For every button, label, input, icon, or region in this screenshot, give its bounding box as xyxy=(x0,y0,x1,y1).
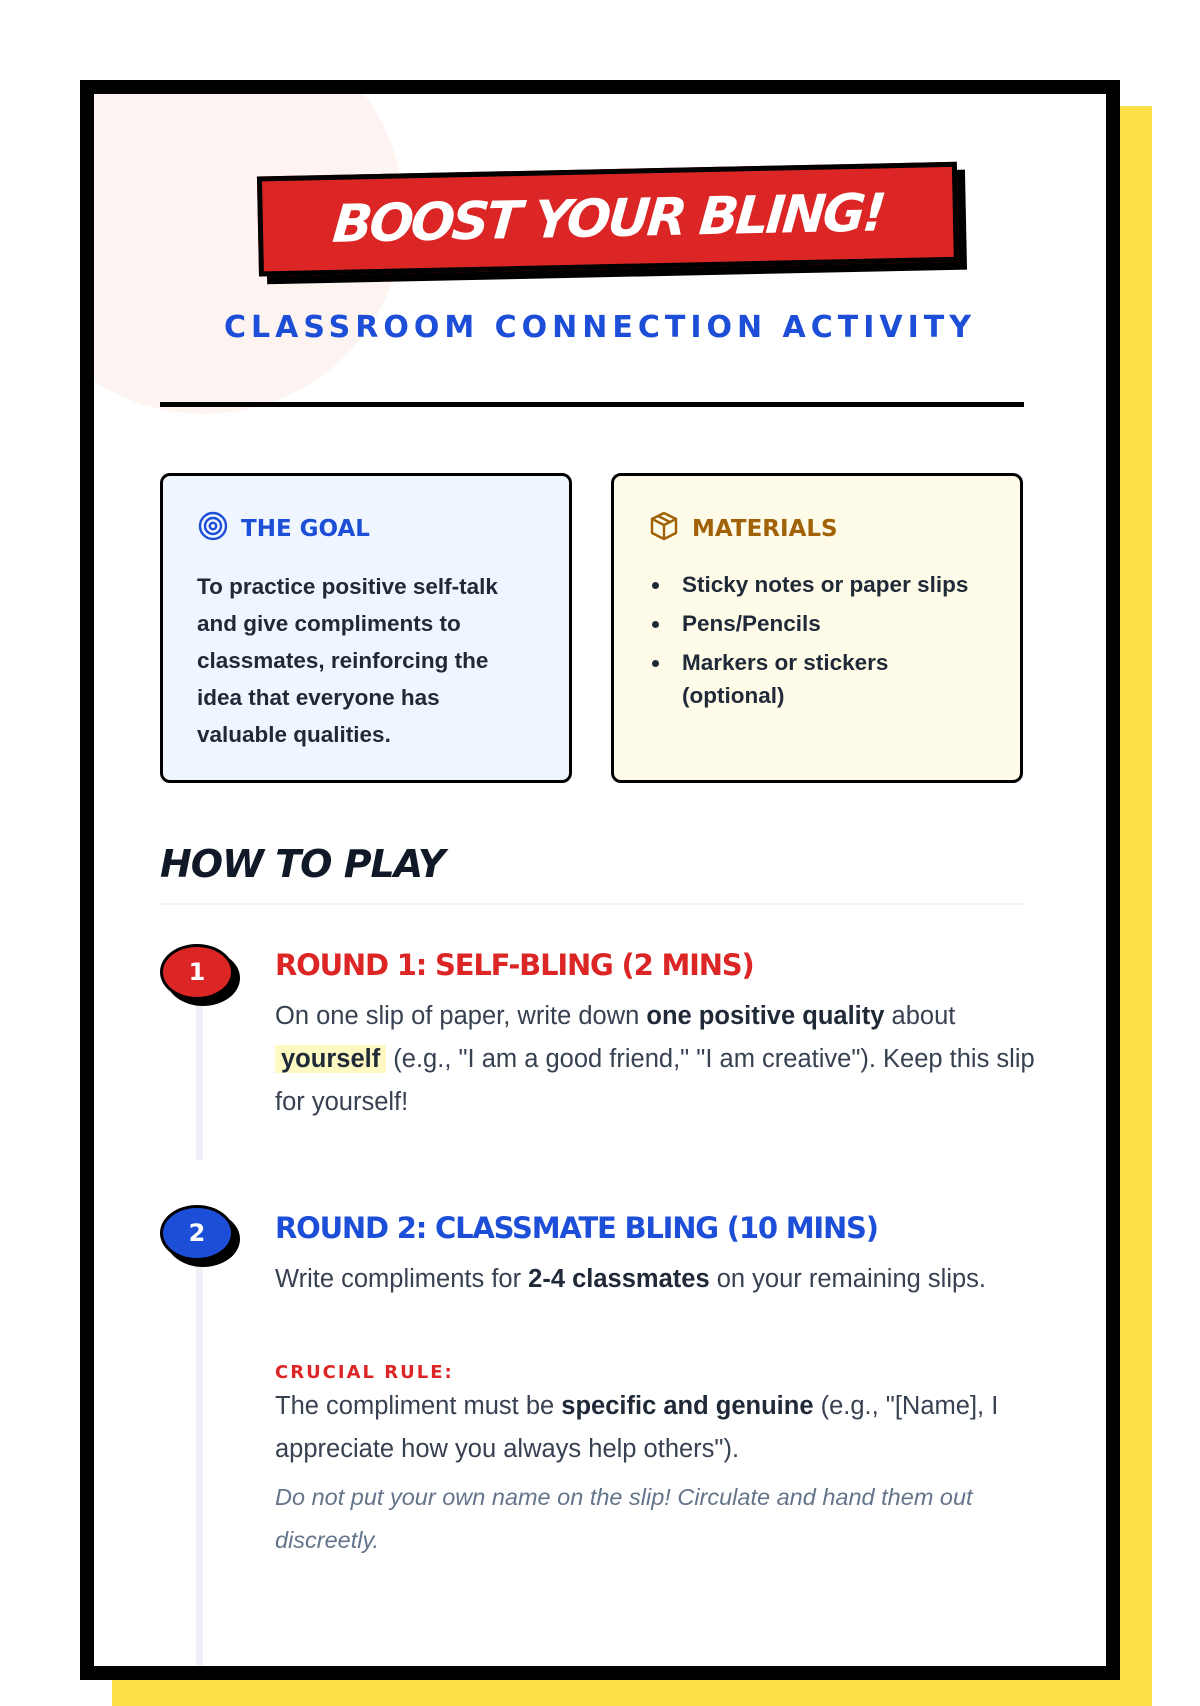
text-segment: Write compliments for xyxy=(275,1265,529,1293)
emphasis-text: one positive quality xyxy=(646,1002,885,1030)
step-2-text xyxy=(275,1258,1045,1301)
step-1-title: ROUND 1: SELF-BLING (2 MINS) xyxy=(275,948,754,982)
text-segment: on your remaining slips. xyxy=(709,1265,987,1293)
goal-heading: THE GOAL xyxy=(241,516,370,542)
header-divider xyxy=(160,402,1024,407)
text-segment: The compliment must be xyxy=(275,1392,562,1420)
page-title: BOOST YOUR BLING! xyxy=(330,183,886,255)
list-item: Markers or stickers (optional) xyxy=(674,646,986,712)
text-segment: (e.g., "[Name], I appreciate how you always help others"). xyxy=(275,1392,999,1463)
section-divider xyxy=(160,903,1024,905)
goal-text: To practice positive self-talk and give compliments to classmates, reinforcing the idea that everyone has valuable qualities. xyxy=(197,574,498,747)
how-to-play-heading: HOW TO PLAY xyxy=(160,842,445,886)
banner-box xyxy=(257,162,959,277)
step-number: 2 xyxy=(160,1205,234,1261)
goal-box xyxy=(160,473,572,783)
crucial-rule-label: CRUCIAL RULE: xyxy=(275,1362,454,1383)
highlighted-text: yourself xyxy=(275,1045,386,1073)
emphasis-text: 2-4 classmates xyxy=(528,1265,710,1293)
list-item: Pens/Pencils xyxy=(674,607,986,640)
title-banner xyxy=(257,162,971,287)
timeline-line xyxy=(196,1256,203,1680)
step-1-text xyxy=(275,995,1045,1124)
target-icon xyxy=(197,510,229,548)
text-segment: On one slip of paper, write down xyxy=(275,1002,647,1030)
text-segment: about xyxy=(884,1002,956,1030)
step-2-note: Do not put your own name on the slip! Circulate and hand them out discreetly. xyxy=(275,1484,973,1553)
activity-card xyxy=(80,80,1120,1680)
text-segment: (e.g., "I am a good friend," "I am creative"). Keep this slip for yourself! xyxy=(275,1045,1035,1116)
timeline-line xyxy=(196,994,203,1160)
materials-list xyxy=(648,568,986,712)
step-2-title: ROUND 2: CLASSMATE BLING (10 MINS) xyxy=(275,1211,878,1245)
step-2-badge xyxy=(160,1205,242,1269)
list-item: Sticky notes or paper slips xyxy=(674,568,986,601)
crucial-rule-text xyxy=(275,1385,1045,1471)
goal-header xyxy=(197,510,535,548)
step-1-badge xyxy=(160,944,242,1008)
materials-box xyxy=(611,473,1023,783)
step-number: 1 xyxy=(160,944,234,1000)
page-subtitle: CLASSROOM CONNECTION ACTIVITY xyxy=(224,310,976,345)
materials-header xyxy=(648,510,986,548)
emphasis-text: specific and genuine xyxy=(561,1392,814,1420)
materials-heading: MATERIALS xyxy=(692,516,838,542)
package-icon xyxy=(648,510,680,548)
